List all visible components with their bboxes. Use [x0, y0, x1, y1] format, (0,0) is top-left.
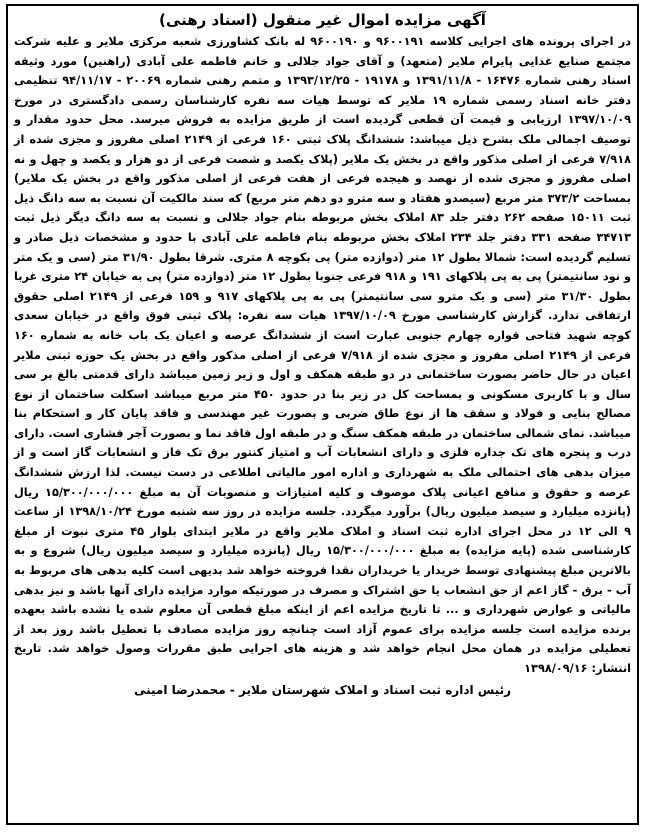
notice-title: آگهی مزایده اموال غیر منقول (اسناد رهنی) — [159, 11, 486, 29]
notice-body: در اجرای پرونده های اجرایی کلاسه ۹۶۰۰۱۹۱ و ۹۶۰۰۱۹۰ له بانک کشاورزی شعبه مرکزی ملایر و علیه شرکت مجتمع صنایع غذایی پایرام ملایر (متعهد) و آقای جواد جلالی و خانم فاطمه علی آبادی (راهنین) مورد وثیقه اسناد رهنی شماره ۱۶۴۷۶ - ۱۳۹۱/۱۱/۸ و ۱۹۱۷۸ - ۱۳۹۳/۱۲/۲۵ و متمم رهنی شماره ۲۰۰۶۹ - ۹۴/۱۱/۱۷ تنظیمی دفتر خانه اسناد رسمی شماره ۱۹ ملایر که توسط هیات سه نفره کارشناسان رسمی دادگستری در مورخ ۱۳۹۷/۱۰/۰۹ ارزیابی و قیمت آن قطعی گردیده است از طریق مزایده به فروش میرسد. محل حدود مقدار و توصیف اجمالی ملک بشرح ذیل میباشد: ششدانگ پلاک ثبتی ۱۶۰ فرعی از ۲۱۴۹ اصلی مفروز و مجزی شده از ۷/۹۱۸ فرعی از اصلی مذکور واقع در بخش یک ملایر (پلاک یکصد و شصت فرعی از دو هزار و یکصد و چهل و نه اصلی مفروز و مجزی شده از نهصد و هیجده فرعی از هفت فرعی از اصلی مذکور واقع در بخش یک ملایر) بمساحت ۳۷۳/۲ متر مربع (سیصدو هفتاد و سه مترو دو دهم متر مربع) که سند مالکیت آن نسبت به سه دانگ ذیل ثبت ۱۵۰۱۱ صفحه ۲۶۲ دفتر جلد ۸۳ املاک بخش مربوطه بنام جواد جلالی و نسبت به سه دانگ دیگر ذیل ثبت ۳۴۷۱۳ صفحه ۳۳۱ دفتر جلد ۲۳۴ املاک بخش مربوطه بنام فاطمه علی آبادی با حدود و مشخصات ذیل صادر و تسلیم گردیده است: شمالا بطول ۱۲ متر (دوازده متر) پی بکوچه ۸ متری. شرقا بطول ۳۱/۹۰ متر (سی و یک متر و نود سانتیمتر) پی به پی پلاکهای ۱۹۱ و ۹۱۸ فرعی جنوبا بطول ۱۲ متر (دوازده متر) پی به خیابان ۲۴ متری غربا بطول ۳۱/۳۰ متر (سی و یک مترو سی سانتیمتر) پی به پی پلاکهای ۹۱۷ و ۱۵۹ فرعی از ۲۱۴۹ اصلی حقوق ارتفاقی ندارد. گزارش کارشناسی مورخ ۱۳۹۷/۱۰/۰۹ هیات سه نفره: پلاک ثبتی فوق واقع در خیابان سعدی کوچه شهید فتاحی قواره چهارم جنوبی عبارت است از ششدانگ عرصه و اعیان یک باب خانه به شماره ۱۶۰ فرعی از ۲۱۴۹ اصلی مفروز و مجزی شده از ۷/۹۱۸ فرعی از اصلی مذکور واقع در بخش یک حوزه ثبتی ملایر اعیان در حال حاضر بصورت ساختمانی در دو طبقه همکف و اول و زیر زمین میباشد دارای قدمتی بالغ بر سی سال و با کاربری مسکونی و بمساحت کل در زیر بنا در حدود ۴۵۰ متر مربع میباشد اسکلت ساختمان از نوع مصالح بنایی و فولاد و سقف ها از نوع طاق ضربی و بصورت غیر مهندسی و فاقد پایان کار و استحکام بنا میباشد. نمای شمالی ساختمان در طبقه همکف سنگ و در طبقه اول فاقد نما و بصورت آجر فشاری است. دارای درب و پنجره های تک جداره فلزی و دارای انشعابات آب و امتیاز کنتور برق تک فاز و انشعابات گاز است و از میزان بدهی های احتمالی ملک به شهرداری و اداره امور مالیاتی اطلاعی در دست نیست. لذا ارزش ششدانگ عرصه و حقوق و منافع اعیانی پلاک موصوف و کلیه امتیازات و منصوبات آن به مبلغ ۱۵/۳۰۰/۰۰۰/۰۰۰ ریال (پانزده میلیارد و سیصد میلیون ریال) برآورد میگردد. جلسه مزایده در روز سه شنبه مورخ ۱۳۹۸/۱۰/۲۴ از ساعت ۹ الی ۱۲ در محل اجرای اداره ثبت اسناد و املاک ملایر واقع در ملایر ابتدای بلوار ۴۵ متری نبوت از مبلغ کارشناسی شده (پایه مزایده) به مبلغ ۱۵/۳۰۰/۰۰۰/۰۰۰ ریال (پانزده میلیارد و سیصد میلیون ریال) شروع و به بالاترین مبلغ پیشنهادی توسط خریدار یا خریداران نقدا فروخته خواهد شد بدیهی است کلیه بدهی های مربوط به آب - برق - گاز اعم از حق انشعاب یا حق اشتراک و مصرف در صورتیکه موارد مزایده دارای آنها باشد و نیز بدهی مالیاتی و عوارض شهرداری و ... تا تاریخ مزایده اعم از اینکه مبلغ قطعی آن معلوم شده یا نشده باشد بعهده برنده مزایده است جلسه مزایده برای عموم آزاد است چنانچه روز مزایده مصادف با تعطیل باشد روز بعد از تعطیلی مزایده در همان محل انجام خواهد شد و هزینه های اجرایی طبق مقررات وصول خواهد شد. تاریخ انتشار: ۱۳۹۸/۰۹/۱۶ — [14, 35, 632, 675]
auction-notice — [6, 4, 639, 825]
notice-signature: رئیس اداره ثبت اسناد و املاک شهرستان ملایر - محمدرضا امینی — [133, 682, 512, 697]
